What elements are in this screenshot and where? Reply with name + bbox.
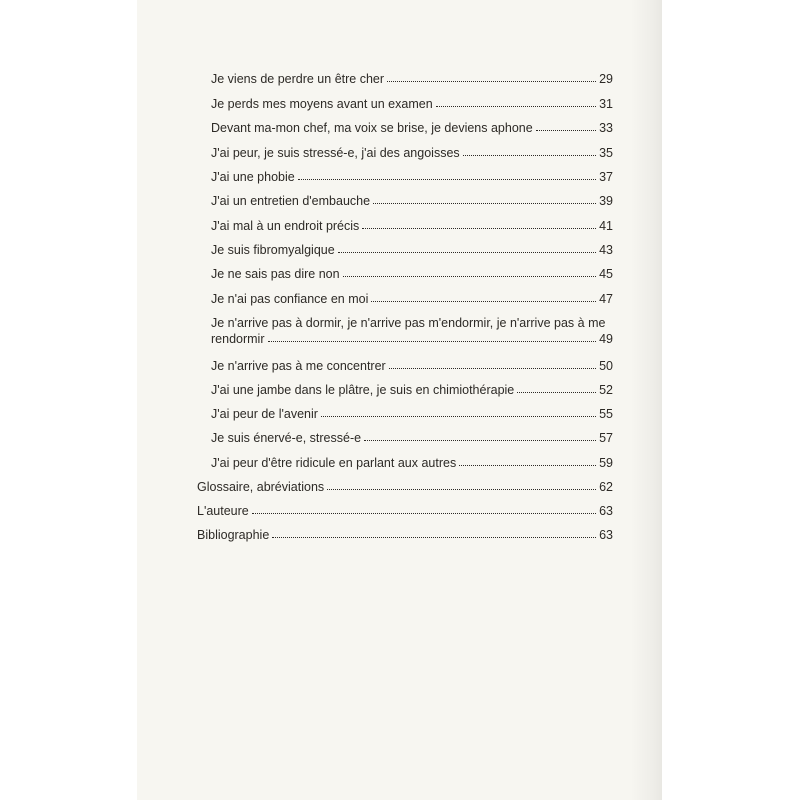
toc-entry-page: 29 bbox=[599, 72, 613, 86]
dot-leader bbox=[364, 440, 596, 441]
toc-entry-title: L'auteure bbox=[197, 504, 249, 518]
toc-entry bbox=[211, 242, 613, 258]
dot-leader bbox=[362, 228, 596, 229]
dot-leader bbox=[536, 130, 596, 131]
toc-entry-title: Bibliographie bbox=[197, 528, 270, 542]
toc-top-entry bbox=[197, 503, 613, 519]
toc-entry-page: 47 bbox=[599, 292, 613, 306]
toc-entry-page: 37 bbox=[599, 170, 613, 184]
toc-entry bbox=[211, 430, 613, 446]
dot-leader bbox=[321, 416, 596, 417]
toc-entry-title: J'ai un entretien d'embauche bbox=[211, 194, 371, 208]
toc-entry-title: Je perds mes moyens avant un examen bbox=[211, 97, 433, 111]
dot-leader bbox=[343, 276, 597, 277]
toc-entry bbox=[211, 358, 613, 374]
toc-entry-page: 63 bbox=[599, 504, 613, 518]
dot-leader bbox=[436, 106, 596, 107]
toc-entry bbox=[211, 96, 613, 112]
toc-entry-page: 43 bbox=[599, 243, 613, 257]
toc-entry-page: 41 bbox=[599, 219, 613, 233]
dot-leader bbox=[373, 203, 596, 204]
toc-top-entry bbox=[197, 527, 613, 543]
dot-leader bbox=[371, 301, 596, 302]
toc-entry-title: J'ai peur, je suis stressé-e, j'ai des angoisses bbox=[211, 146, 460, 160]
dot-leader bbox=[387, 81, 596, 82]
toc-entry-title: Je ne sais pas dire non bbox=[211, 267, 340, 281]
toc-entry-title: J'ai peur d'être ridicule en parlant aux autres bbox=[211, 456, 457, 470]
toc-entry-page: 50 bbox=[599, 359, 613, 373]
toc-top-entry bbox=[197, 479, 613, 495]
toc-entry-title: Je suis énervé-e, stressé-e bbox=[211, 431, 362, 445]
toc-entry-title: Glossaire, abréviations bbox=[197, 480, 325, 494]
dot-leader bbox=[298, 179, 596, 180]
dot-leader bbox=[252, 513, 596, 514]
toc-entry-page: 49 bbox=[599, 332, 613, 346]
toc-entry-page: 31 bbox=[599, 97, 613, 111]
toc-entry-page: 57 bbox=[599, 431, 613, 445]
toc-entry-page: 59 bbox=[599, 456, 613, 470]
toc-entry bbox=[211, 406, 613, 422]
toc-entry bbox=[211, 382, 613, 398]
dot-leader bbox=[327, 489, 596, 490]
toc-entry bbox=[211, 291, 613, 307]
toc-entry bbox=[211, 266, 613, 282]
toc-entry bbox=[211, 145, 613, 161]
dot-leader bbox=[389, 368, 596, 369]
toc-entry-title: J'ai une phobie bbox=[211, 170, 295, 184]
toc-entry-page: 35 bbox=[599, 146, 613, 160]
dot-leader bbox=[459, 465, 596, 466]
toc-entry-title: Je viens de perdre un être cher bbox=[211, 72, 385, 86]
dot-leader bbox=[338, 252, 596, 253]
toc-entry-title: J'ai peur de l'avenir bbox=[211, 407, 318, 421]
toc-entry-title: Devant ma-mon chef, ma voix se brise, je deviens aphone bbox=[211, 121, 533, 135]
toc-entry-page: 63 bbox=[599, 528, 613, 542]
toc-entry bbox=[211, 120, 613, 136]
toc-entry-title: Je suis fibromyalgique bbox=[211, 243, 335, 257]
toc-entry-title-continued: rendormir bbox=[211, 332, 265, 346]
toc-entry-title: J'ai une jambe dans le plâtre, je suis en chimiothérapie bbox=[211, 383, 515, 397]
dot-leader bbox=[272, 537, 596, 538]
dot-leader bbox=[268, 341, 597, 342]
toc-entry-page: 62 bbox=[599, 480, 613, 494]
toc-entry-page: 45 bbox=[599, 267, 613, 281]
dot-leader bbox=[517, 392, 596, 393]
toc-entry-page: 55 bbox=[599, 407, 613, 421]
toc-entry bbox=[211, 169, 613, 185]
toc-entry-title: Je n'ai pas confiance en moi bbox=[211, 292, 369, 306]
toc-entry bbox=[211, 71, 613, 87]
toc-entry-title: Je n'arrive pas à dormir, je n'arrive pas m'endormir, je n'arrive pas à me bbox=[211, 316, 606, 330]
toc-entry-title: Je n'arrive pas à me concentrer bbox=[211, 359, 386, 373]
toc-entry-page: 33 bbox=[599, 121, 613, 135]
toc-entry-title: J'ai mal à un endroit précis bbox=[211, 219, 360, 233]
toc-entry bbox=[211, 315, 613, 347]
toc-entry-page: 52 bbox=[599, 383, 613, 397]
toc-entry bbox=[211, 218, 613, 234]
toc-entry bbox=[211, 193, 613, 209]
toc-entry bbox=[211, 455, 613, 471]
toc-entry-page: 39 bbox=[599, 194, 613, 208]
dot-leader bbox=[463, 155, 596, 156]
